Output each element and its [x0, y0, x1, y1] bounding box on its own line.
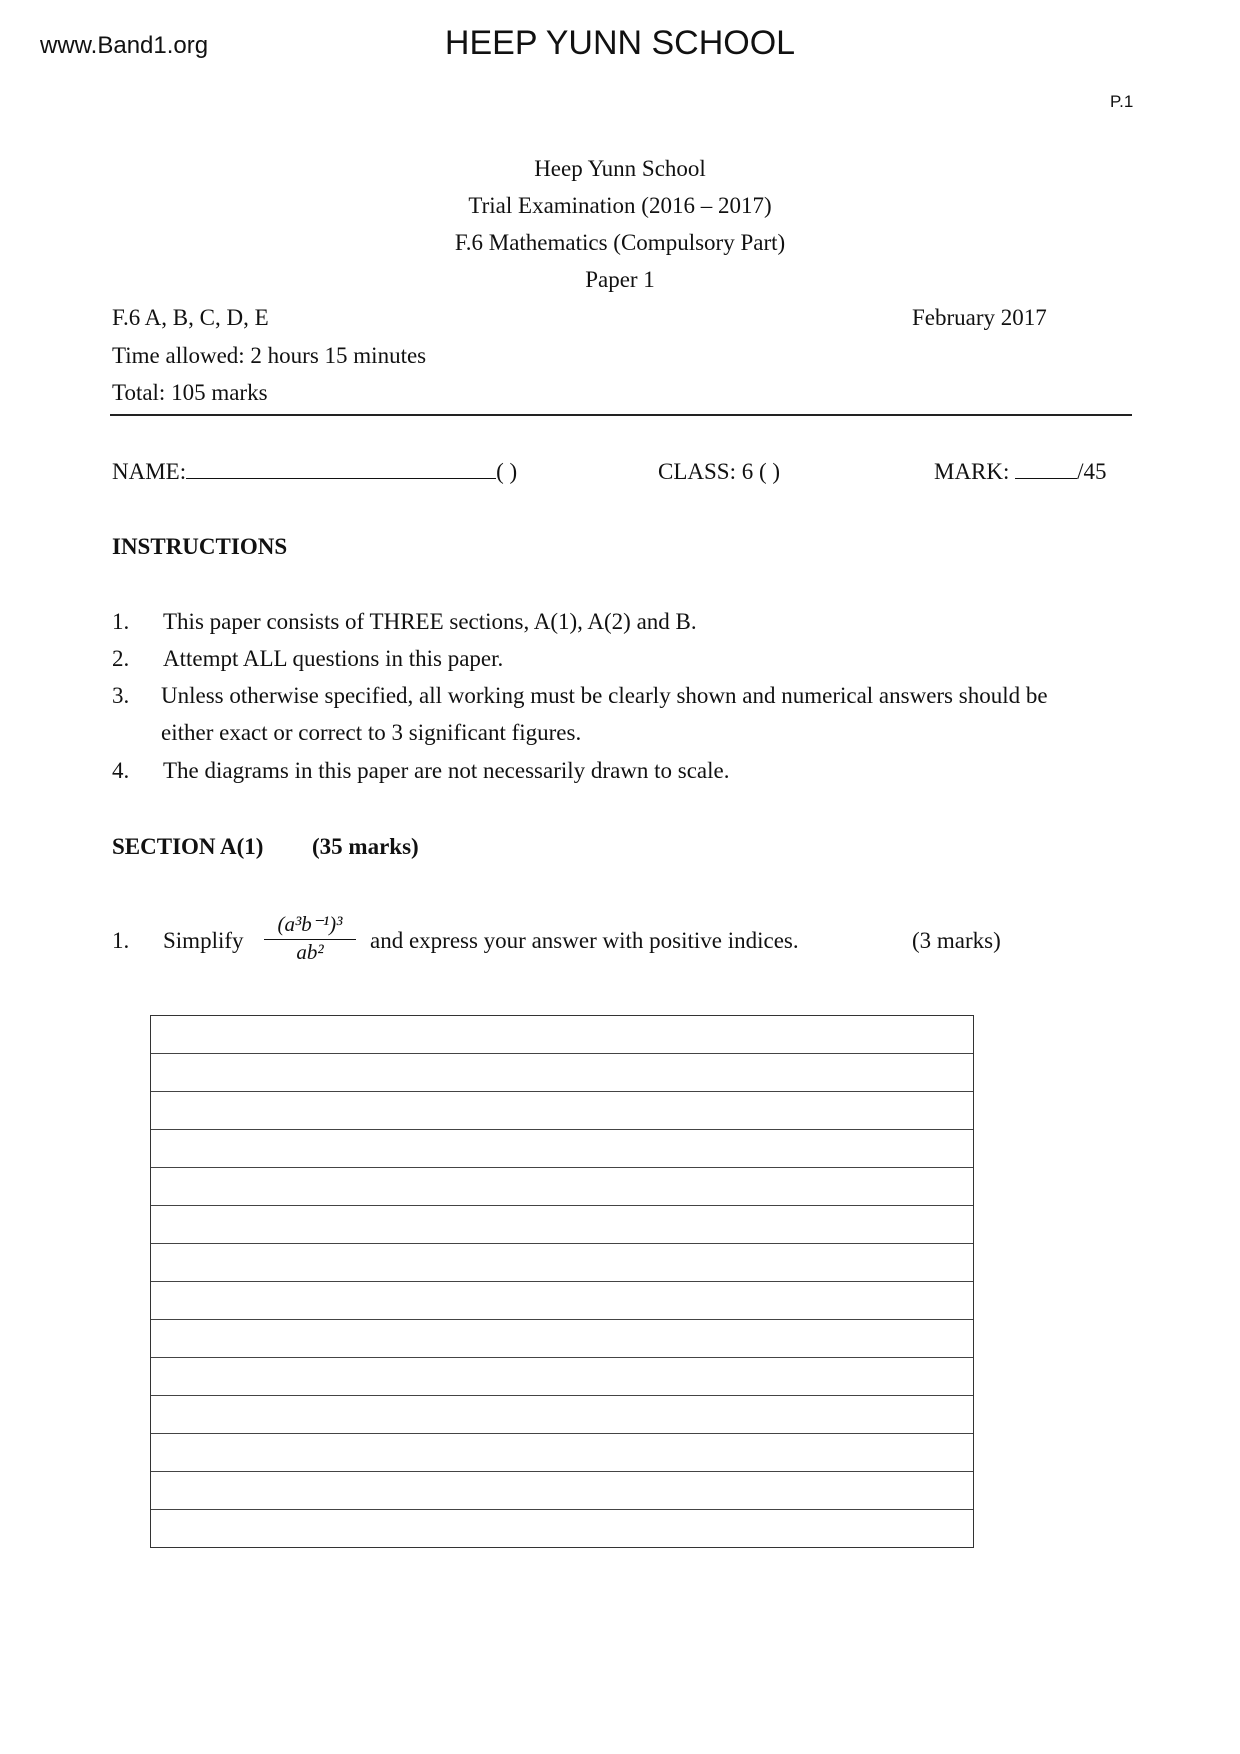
title-subject: F.6 Mathematics (Compulsory Part) — [454, 230, 786, 255]
answer-line[interactable] — [151, 1472, 973, 1510]
mark-label: MARK: — [934, 459, 1010, 484]
answer-line[interactable] — [151, 1396, 973, 1434]
answer-box[interactable] — [150, 1015, 974, 1548]
answer-line[interactable] — [151, 1358, 973, 1396]
mark-total: /45 — [1077, 459, 1107, 484]
instruction-number: 2. — [112, 646, 130, 671]
answer-line[interactable] — [151, 1168, 973, 1206]
class-number-paren: ( ) — [496, 459, 518, 484]
section-title: SECTION A(1) — [112, 834, 264, 859]
answer-line[interactable] — [151, 1206, 973, 1244]
instruction-text-continued: either exact or correct to 3 significant figures. — [161, 720, 582, 745]
instructions-heading: INSTRUCTIONS — [112, 534, 288, 559]
mark-field — [934, 459, 1107, 485]
title-exam: Trial Examination (2016 – 2017) — [468, 193, 772, 218]
answer-line[interactable] — [151, 1282, 973, 1320]
instruction-text: Attempt ALL questions in this paper. — [163, 646, 504, 671]
answer-line[interactable] — [151, 1016, 973, 1054]
time-allowed: Time allowed: 2 hours 15 minutes — [112, 343, 427, 368]
school-banner: HEEP YUNN SCHOOL — [444, 24, 796, 62]
question-marks: (3 marks) — [912, 928, 1001, 953]
instruction-text: This paper consists of THREE sections, A(1), A(2) and B. — [163, 609, 697, 634]
answer-line[interactable] — [151, 1130, 973, 1168]
question-fraction — [264, 912, 356, 965]
classes: F.6 A, B, C, D, E — [112, 305, 269, 330]
class-field[interactable]: CLASS: 6 ( ) — [658, 459, 781, 484]
website-watermark: www.Band1.org — [40, 32, 209, 59]
answer-line[interactable] — [151, 1434, 973, 1472]
question-number: 1. — [112, 928, 130, 953]
header-rule — [110, 414, 1132, 416]
section-marks: (35 marks) — [312, 834, 419, 859]
fraction-numerator: (a³b⁻¹)³ — [264, 912, 356, 940]
exam-date: February 2017 — [912, 305, 1047, 330]
answer-line[interactable] — [151, 1054, 973, 1092]
page-number: P.1 — [1110, 92, 1134, 111]
name-label: NAME: — [112, 459, 187, 484]
question-verb: Simplify — [163, 928, 244, 953]
answer-line[interactable] — [151, 1244, 973, 1282]
instruction-number: 1. — [112, 609, 130, 634]
fraction-denominator: ab² — [296, 940, 324, 964]
instruction-number: 4. — [112, 758, 130, 783]
title-paper: Paper 1 — [585, 267, 655, 292]
total-marks: Total: 105 marks — [112, 380, 268, 405]
title-school: Heep Yunn School — [534, 156, 706, 181]
answer-line[interactable] — [151, 1092, 973, 1130]
name-blank[interactable] — [186, 478, 496, 479]
instruction-number: 3. — [112, 683, 130, 708]
name-field[interactable] — [112, 459, 517, 485]
instruction-text: Unless otherwise specified, all working must be clearly shown and numerical answers should be — [161, 683, 1048, 708]
answer-line[interactable] — [151, 1320, 973, 1358]
question-text: and express your answer with positive indices. — [370, 928, 799, 953]
answer-line[interactable] — [151, 1510, 973, 1547]
mark-blank — [1015, 478, 1077, 479]
instruction-text: The diagrams in this paper are not necessarily drawn to scale. — [163, 758, 730, 783]
